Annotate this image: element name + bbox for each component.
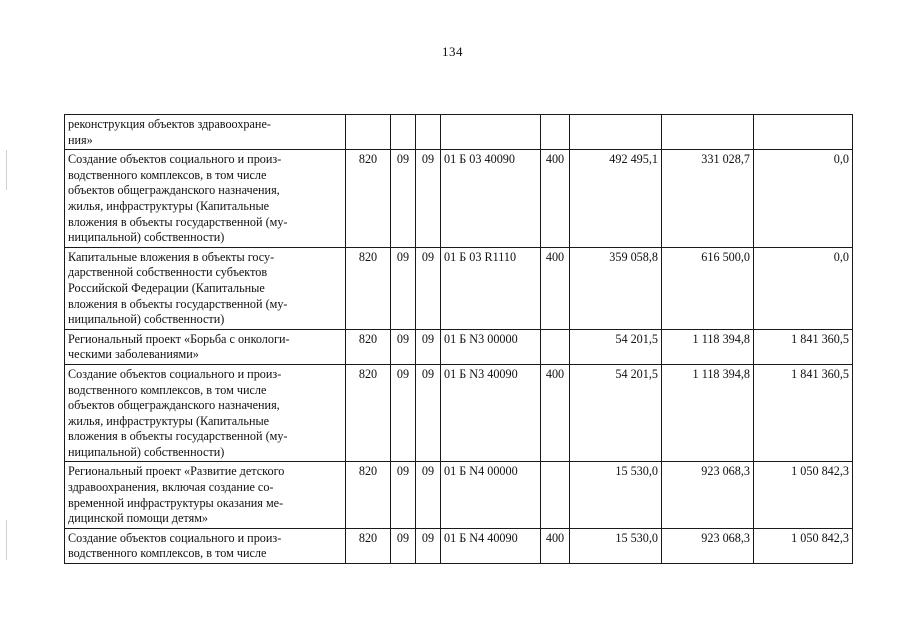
expense-type-cell: 400 xyxy=(541,364,570,462)
amount-year1-cell: 54 201,5 xyxy=(570,329,662,364)
ministry-code-cell: 820 xyxy=(346,150,391,248)
expense-type-cell xyxy=(541,329,570,364)
target-article-cell: 01 Б 03 40090 xyxy=(441,150,541,248)
budget-table xyxy=(64,114,853,564)
table-row xyxy=(65,329,853,364)
section-code-cell: 09 xyxy=(391,247,416,329)
subsection-code-cell: 09 xyxy=(416,462,441,528)
target-article-cell: 01 Б N4 00000 xyxy=(441,462,541,528)
table-body xyxy=(65,115,853,564)
amount-year2-cell: 923 068,3 xyxy=(662,462,754,528)
amount-year1-cell: 492 495,1 xyxy=(570,150,662,248)
subsection-code-cell: 09 xyxy=(416,364,441,462)
description-cell: Региональный проект «Развитие детского здравоохранения, включая создание со- временной инфраструктуры оказания ме- дицинской помощи детям» xyxy=(65,462,346,528)
amount-year2-cell: 1 118 394,8 xyxy=(662,364,754,462)
expense-type-cell xyxy=(541,462,570,528)
amount-year3-cell: 1 050 842,3 xyxy=(754,462,853,528)
section-code-cell xyxy=(391,115,416,150)
amount-year1-cell: 54 201,5 xyxy=(570,364,662,462)
expense-type-cell: 400 xyxy=(541,247,570,329)
target-article-cell: 01 Б 03 R1110 xyxy=(441,247,541,329)
ministry-code-cell: 820 xyxy=(346,462,391,528)
expense-type-cell xyxy=(541,115,570,150)
section-code-cell: 09 xyxy=(391,329,416,364)
description-cell: Создание объектов социального и произ- водственного комплексов, в том числе объектов общегражданского назначения, жилья, инфраструктуры (Капитальные вложения в объекты государственной (му- ниципальной) собственности) xyxy=(65,364,346,462)
target-article-cell: 01 Б N4 40090 xyxy=(441,528,541,563)
ministry-code-cell: 820 xyxy=(346,364,391,462)
subsection-code-cell xyxy=(416,115,441,150)
section-code-cell: 09 xyxy=(391,528,416,563)
expense-type-cell: 400 xyxy=(541,150,570,248)
left-margin-mark xyxy=(6,150,7,190)
left-margin-mark xyxy=(6,520,7,560)
amount-year3-cell: 1 050 842,3 xyxy=(754,528,853,563)
table-row xyxy=(65,150,853,248)
page-number: 134 xyxy=(442,44,463,59)
ministry-code-cell: 820 xyxy=(346,329,391,364)
table-row xyxy=(65,364,853,462)
amount-year3-cell: 0,0 xyxy=(754,247,853,329)
target-article-cell xyxy=(441,115,541,150)
section-code-cell: 09 xyxy=(391,364,416,462)
amount-year3-cell: 1 841 360,5 xyxy=(754,329,853,364)
table-row xyxy=(65,115,853,150)
ministry-code-cell xyxy=(346,115,391,150)
description-cell: Создание объектов социального и произ- водственного комплексов, в том числе объектов общегражданского назначения, жилья, инфраструктуры (Капитальные вложения в объекты государственной (му- ниципальной) собственности) xyxy=(65,150,346,248)
subsection-code-cell: 09 xyxy=(416,150,441,248)
amount-year1-cell xyxy=(570,115,662,150)
amount-year2-cell: 1 118 394,8 xyxy=(662,329,754,364)
amount-year2-cell xyxy=(662,115,754,150)
description-cell: Создание объектов социального и произ- водственного комплексов, в том числе xyxy=(65,528,346,563)
subsection-code-cell: 09 xyxy=(416,528,441,563)
section-code-cell: 09 xyxy=(391,462,416,528)
amount-year2-cell: 923 068,3 xyxy=(662,528,754,563)
description-cell: Капитальные вложения в объекты госу- дарственной собственности субъектов Российской Федерации (Капитальные вложения в объекты государственной (му- ниципальной) собственности) xyxy=(65,247,346,329)
subsection-code-cell: 09 xyxy=(416,329,441,364)
table-row xyxy=(65,528,853,563)
target-article-cell: 01 Б N3 00000 xyxy=(441,329,541,364)
subsection-code-cell: 09 xyxy=(416,247,441,329)
amount-year2-cell: 331 028,7 xyxy=(662,150,754,248)
description-cell: реконструкция объектов здравоохране- ния» xyxy=(65,115,346,150)
amount-year1-cell: 15 530,0 xyxy=(570,462,662,528)
section-code-cell: 09 xyxy=(391,150,416,248)
amount-year1-cell: 15 530,0 xyxy=(570,528,662,563)
amount-year3-cell: 0,0 xyxy=(754,150,853,248)
description-cell: Региональный проект «Борьба с онкологи- ческими заболеваниями» xyxy=(65,329,346,364)
target-article-cell: 01 Б N3 40090 xyxy=(441,364,541,462)
expense-type-cell: 400 xyxy=(541,528,570,563)
ministry-code-cell: 820 xyxy=(346,247,391,329)
table-row xyxy=(65,462,853,528)
amount-year2-cell: 616 500,0 xyxy=(662,247,754,329)
ministry-code-cell: 820 xyxy=(346,528,391,563)
amount-year3-cell: 1 841 360,5 xyxy=(754,364,853,462)
table-row xyxy=(65,247,853,329)
amount-year3-cell xyxy=(754,115,853,150)
amount-year1-cell: 359 058,8 xyxy=(570,247,662,329)
